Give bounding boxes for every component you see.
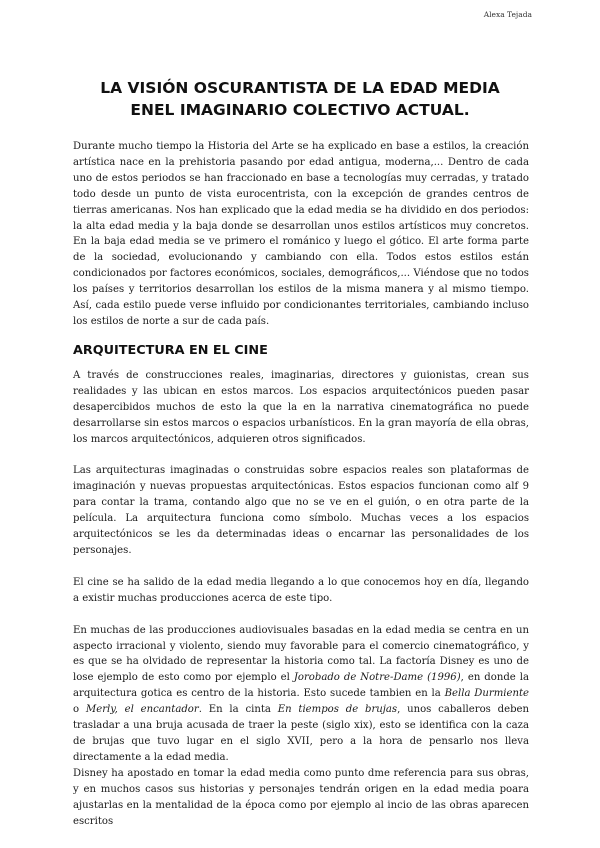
paragraph-cine-edad-media: El cine se ha salido de la edad media llegando a lo que conocemos hoy en día, llegando a existir muchas producciones acerca de este tipo. [73, 576, 529, 604]
film-title-brujas: En tiempos de brujas [277, 704, 398, 716]
p4-text-1: En muchas de las producciones audiovisuales basadas en la edad media se centra en un aspecto irracional y violento, siendo muy favorable para el comercio cinematográfico, y es que se ha olvidado de representar la historia como tal. La factoría Disney es uno de lose ejemplo de esto como por ejemplo el [73, 624, 529, 684]
paragraph-arquitecturas: Las arquitecturas imaginadas o construidas sobre espacios reales son plataformas de imaginación y nuevas propuestas arquitectónicas. Estos espacios funcionan como alf 9 para contar la trama, contando algo que no se ve en el guión, o en otra parte de la película. La arquitectura funciona como símbolo. Muchas veces a los espacios arquitectónicos se les da determinadas ideas o encarnar las personalidades de los personajes. [73, 465, 529, 556]
section-heading: ARQUITECTURA EN EL CINE [73, 342, 268, 358]
paragraph-construcciones: A través de construcciones reales, imaginarias, directores y guionistas, crean sus realidades y las ubican en estos marcos. Los espacios arquitectónicos pueden pasar desapercibidos muchos de esto la que la en la narrativa cinematográfica no puede desarrollarse sin estos marcos o espacios urbanísticos. En la gran mayoría de ella obras, los marcos arquitectónicos, adquieren otros significados. [73, 369, 529, 445]
title-line-2: ENEL IMAGINARIO COLECTIVO ACTUAL. [130, 101, 470, 119]
paragraph-producciones [73, 623, 529, 766]
intro-paragraph: Durante mucho tiempo la Historia del Arte se ha explicado en base a estilos, la creación artística nace en la prehistoria pasando por edad antigua, moderna,... Dentro de cada uno de estos periodos se han fraccionado en base a tecnologías muy cerradas, y tratado todo desde un punto de vista eurocentrista, con la excepción de grandes centros de tierras americanas. Nos han explicado que la edad media se ha dividido en dos periodos: la alta edad media y la baja donde se desarrollan unos estilos artísticos muy concretos. En la baja edad media se ve primero el románico y luego el gótico. El arte forma parte de la sociedad, evolucionando y cambiando con ella. Todos estos estilos están condicionados por factores económicos, sociales, demográficos,... Viéndose que no todos los países y territorios desarrollan los estilos de la misma manera y al mismo tiempo. Así, cada estilo puede verse influido por condicionantes territoriales, cambiando incluso los estilos de norte a sur de cada país. [73, 141, 529, 327]
author-name: Alexa Tejada [483, 10, 532, 19]
film-title-jorobado: Jorobado de Notre-Dame (1996) [293, 672, 461, 684]
p4-text-2: , en donde la arquitectura gotica es centro de la historia. Esto sucede tambien en la [73, 672, 530, 700]
title-line-1: LA VISIÓN OSCURANTISTA DE LA EDAD MEDIA [100, 79, 500, 97]
film-title-bella-durmiente: Bella Durmiente [444, 688, 529, 700]
film-title-merlin: Merly, el encantador [85, 704, 199, 716]
document-title [70, 77, 530, 121]
p4-text-3: o [73, 704, 86, 716]
p4-text-4: . En la cinta [198, 704, 278, 716]
paragraph-disney: Disney ha apostado en tomar la edad media como punto dme referencia para sus obras, y en muchos casos sus historias y personajes tendrán origen en la edad media poara ajustarlas en la mentalidad de la época como por ejemplo al incio de las obras aparecen escritos [73, 767, 529, 827]
p4-text-5: , unos caballeros deben trasladar a una bruja acusada de traer la peste (siglo xix), esto se identifica con la caza de brujas que tuvo lugar en el siglo XVII, pero a la hora de pensarlo nos lleva directamente a la edad media. [73, 704, 529, 763]
document-body [73, 139, 529, 829]
